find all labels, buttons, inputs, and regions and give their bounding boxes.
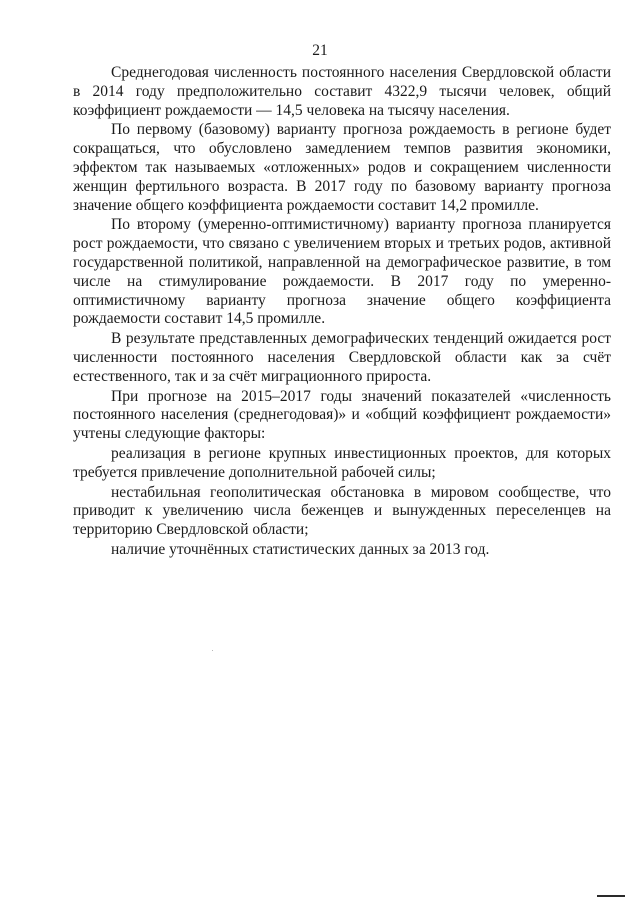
- paragraph-base-scenario: По первому (базовому) варианту прогноза рождаемость в регионе будет сокращаться, что обусловлено замедлением темпов развития экономики, эффектом так называемых «отложенных» родов и сокращением численности женщин фертильного возраста. В 2017 году по базовому варианту прогноза значение общего коэффициента рождаемости составит 14,2 промилле.: [73, 121, 611, 214]
- paragraph-growth-expectation: В результате представленных демографических тенденций ожидается рост численности постоянного населения Свердловской области как за счёт естественного, так и за счёт миграционного прироста.: [73, 330, 611, 385]
- paragraph-factors-intro: При прогнозе на 2015–2017 годы значений показателей «численность постоянного населения (среднегодовая)» и «общий коэффициент рождаемости» учтены следующие факторы:: [73, 387, 611, 443]
- scan-artifact-line: [597, 895, 625, 897]
- page-number: 21: [312, 42, 328, 59]
- paragraph-factor-geopolitics: нестабильная геополитическая обстановка в мировом сообществе, что приводит к увеличению числа беженцев и вынужденных переселенцев на территорию Свердловской области;: [73, 483, 611, 539]
- body-text: [73, 64, 611, 560]
- paragraph-population: Среднегодовая численность постоянного населения Свердловской области в 2014 году предположительно составит 4322,9 тысячи человек, общий коэффициент рождаемости — 14,5 человека на тысячу населения.: [73, 64, 611, 119]
- paragraph-optimistic-scenario: По второму (умеренно-оптимистичному) варианту прогноза планируется рост рождаемости, что связано с увеличением вторых и третьих родов, активной государственной политикой, направленной на демографическое развитие, в том числе на стимулирование рождаемости. В 2017 году по умеренно-оптимистичному варианту прогноза значение общего коэффициента рождаемости составит 14,5 промилле.: [73, 216, 611, 328]
- paragraph-factor-investment: реализация в регионе крупных инвестиционных проектов, для которых требуется привлечение дополнительной рабочей силы;: [73, 444, 611, 481]
- paragraph-factor-statistics: наличие уточнённых статистических данных за 2013 год.: [111, 540, 490, 558]
- scan-artifact-dot: [212, 650, 213, 651]
